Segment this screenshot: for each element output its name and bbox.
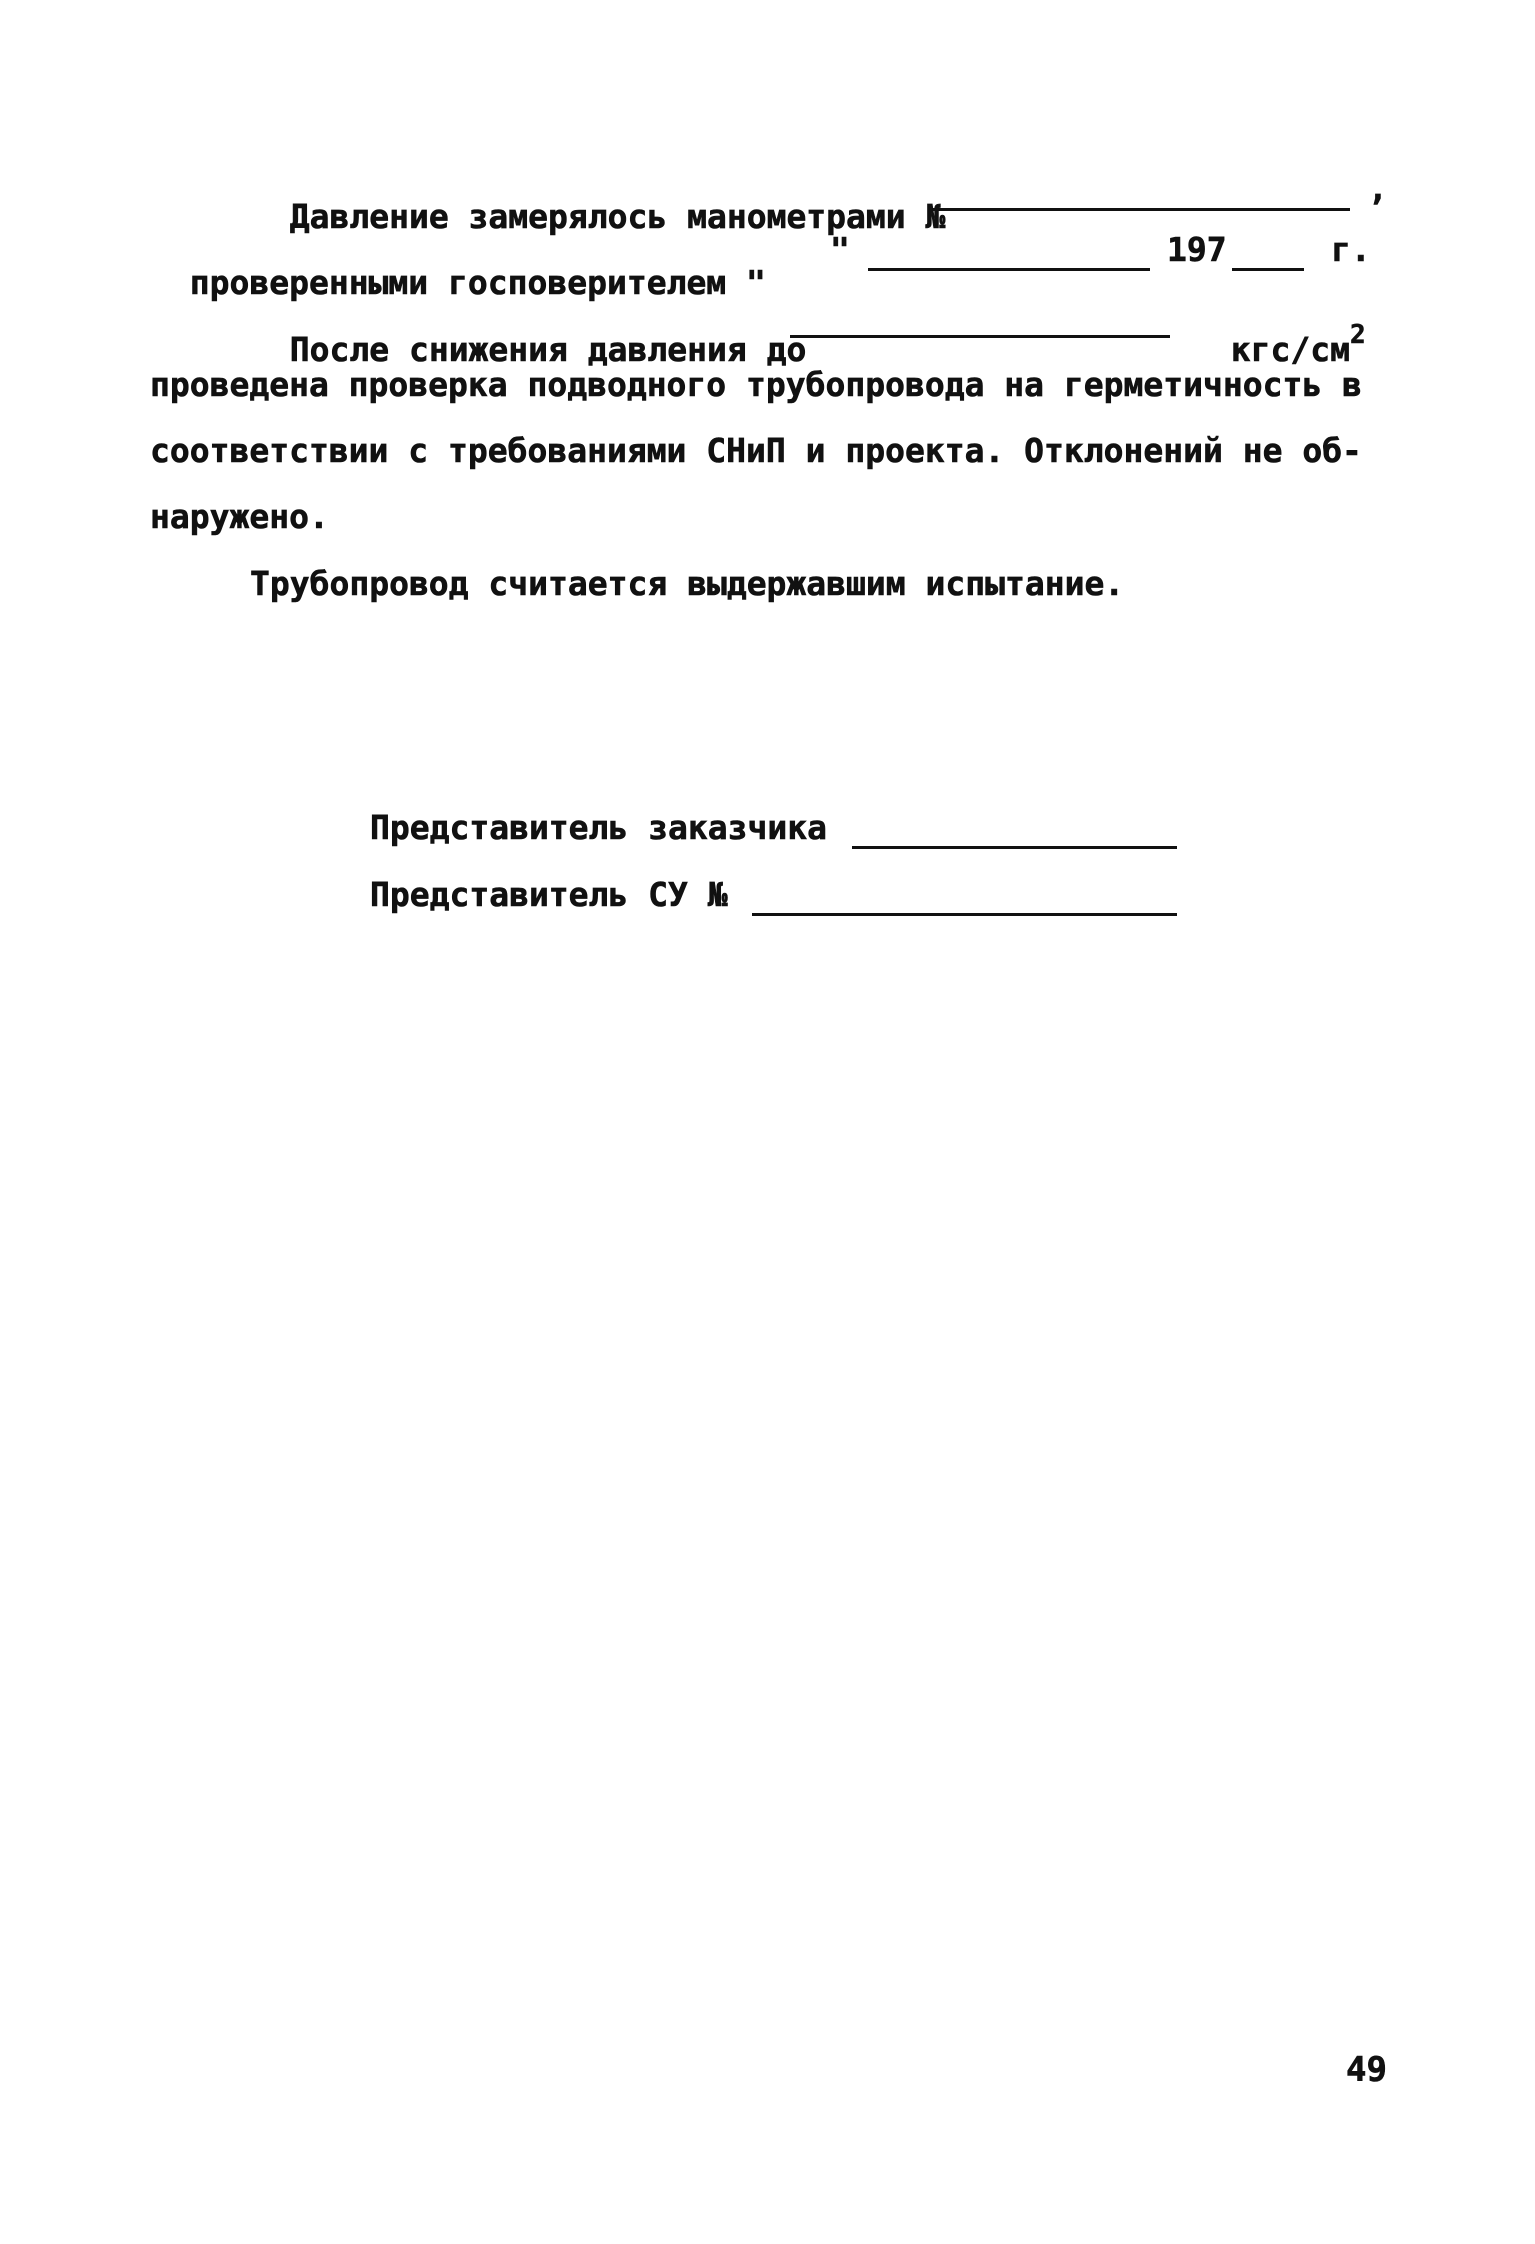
pressure-gauge-line bbox=[250, 167, 946, 236]
verification-line bbox=[150, 233, 766, 302]
page-number: 49 bbox=[1346, 2050, 1387, 2090]
conclusion-line: Трубопровод считается выдержавшим испытание. bbox=[250, 564, 1125, 603]
body-line-4: проведена проверка подводного трубопровода на герметичность в bbox=[150, 365, 1362, 404]
body-line-6: наружено. bbox=[150, 497, 329, 536]
pressure-unit-superscript: 2 bbox=[1349, 320, 1366, 350]
body-line-5: соответствии с требованиями СНиП и проекта. Отклонений не об- bbox=[150, 431, 1362, 470]
gauge-number-blank[interactable] bbox=[930, 182, 1350, 211]
su-representative-label: Представитель СУ № bbox=[370, 875, 728, 914]
customer-signature-blank[interactable] bbox=[852, 820, 1177, 849]
verification-date-blank[interactable] bbox=[868, 242, 1150, 271]
pressure-gauge-text: Давление замерялось манометрами № bbox=[289, 197, 946, 236]
verification-quote-close: " bbox=[830, 230, 850, 269]
pressure-unit-text: кгс/см bbox=[1230, 330, 1350, 369]
pressure-reduction-line bbox=[250, 300, 807, 369]
year-abbrev: г. bbox=[1331, 230, 1371, 269]
reduced-pressure-blank[interactable] bbox=[790, 309, 1170, 338]
pressure-unit bbox=[1191, 300, 1366, 369]
gauge-line-comma: , bbox=[1368, 169, 1388, 208]
year-prefix: 197 bbox=[1167, 230, 1227, 269]
pressure-reduction-text: После снижения давления до bbox=[289, 330, 807, 369]
year-suffix-blank[interactable] bbox=[1232, 242, 1304, 271]
customer-representative-label: Представитель заказчика bbox=[370, 808, 827, 847]
su-signature-blank[interactable] bbox=[752, 887, 1177, 916]
verification-text: проверенными госповерителем " bbox=[189, 263, 766, 302]
